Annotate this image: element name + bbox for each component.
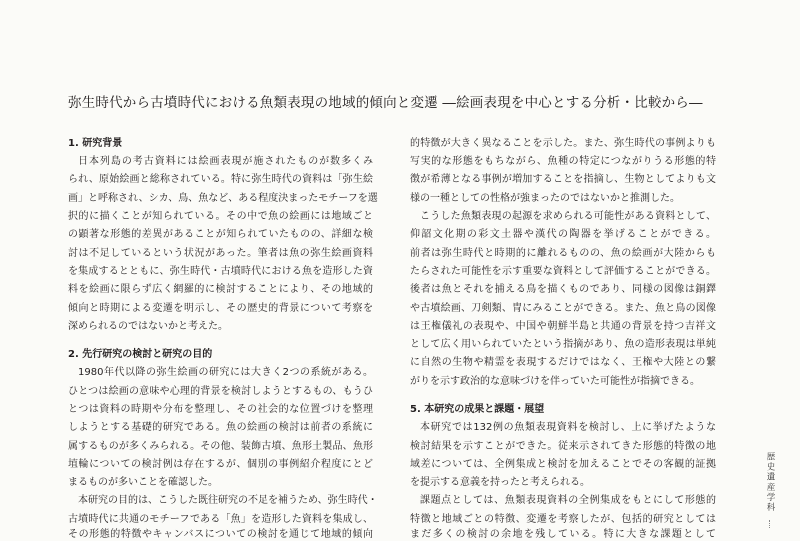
body-line: こうした魚類表現の起源を求められる可能性がある資料として、: [420, 211, 716, 223]
body-line: まだ多くの検討の余地を残している。特に大きな課題として: [410, 529, 716, 541]
body-line: 後者は魚とそれを捕える鳥を描くものであり、同様の図像は銅鐸: [410, 284, 716, 296]
body-line: 前者は弥生時代と時期的に離れるものの、魚の絵画が大陸からも: [410, 247, 716, 259]
body-line: を提示する意義を持ったと考えられる。: [410, 477, 590, 489]
section-results-and-outlook: [410, 401, 716, 541]
body-line: 埴輪についての検討例は存在するが、個別の事例紹介程度にとど: [68, 458, 373, 470]
body-line: 本研究の目的は、こうした既往研究の不足を補うため、弥生時代・: [78, 495, 378, 507]
paragraph: [68, 492, 378, 541]
section-heading: 1. 研究背景: [68, 137, 123, 149]
body-line: 古墳時代に共通のモチーフである「魚」を造形した資料を集成し、: [68, 513, 373, 525]
body-line: 特徴と地域ごとの特徴、変遷を考察したが、包括的研究としては: [410, 513, 716, 525]
body-line: 検討結果を示すことができた。従来示されてきた形態的特徴の地: [410, 440, 716, 452]
body-line: 画」と呼称され、シカ、鳥、魚など、ある程度決まったモチーフを選: [68, 192, 378, 204]
body-line: 域差については、全例集成と検討を加えることでその客観的証拠: [410, 458, 716, 470]
body-line: 課題点としては、魚類表現資料の全例集成をもとにして形態的: [420, 495, 716, 507]
body-line: とつは資料の時期や分布を整理し、その社会的な位置づけを整理: [68, 404, 373, 415]
body-line: ひとつは絵画の意味や心理的背景を検討しようとするもの、もうひ: [68, 385, 373, 397]
body-line: 1980年代以降の弥生絵画の研究には大きく2つの系統がある。: [78, 367, 373, 379]
section-heading: 2. 先行研究の検討と研究の目的: [68, 349, 213, 361]
paragraph: [410, 135, 716, 208]
body-line: がりを示す政治的な意味づけを伴っていた可能性が指摘できる。: [410, 375, 700, 387]
body-line: 属するものが多くみられる。その他、装飾古墳、魚形土製品、魚形: [68, 440, 373, 452]
body-line: 写実的な形態をもちながら、魚種の特定につながりうる形態的特: [410, 156, 716, 168]
paragraph: [410, 419, 716, 492]
body-line: たらされた可能性を示す重要な資料として評価することができる。: [410, 265, 716, 277]
body-line: に自然の生物や精霊を表現するだけではなく、王権や大陸との繋: [410, 357, 716, 369]
paragraph: [68, 153, 378, 336]
body-line: 本研究では132例の魚類表現資料を検討し、上に挙げたような: [420, 422, 716, 434]
margin-ornament: [769, 520, 770, 528]
paragraph: [68, 364, 373, 492]
body-line: 択的に描くことが知られている。その中で魚の絵画には地域ごと: [68, 211, 373, 223]
body-line: 的特徴が大きく異なることを示した。また、弥生時代の事例よりも: [410, 137, 716, 149]
body-line: 仰韶文化期の彩文土器や漢代の陶器を挙げることができる。: [410, 229, 716, 241]
department-label: 歴史遺産学科: [765, 452, 775, 513]
body-line: 深められるのではないかと考えた。: [68, 320, 228, 332]
body-line: 徴が希薄となる事例が増加することを指摘し、生物としてよりも文: [410, 174, 716, 186]
section-prior-research: [68, 346, 378, 541]
body-line: の顕著な形態的差異があることが知られていたものの、詳細な検: [68, 229, 373, 241]
body-line: 様の一種としての性格が強まったのではないかと推測した。: [410, 192, 680, 204]
body-line: まるものが多いことを確認した。: [68, 477, 218, 489]
body-line: は王権儀礼の表現や、中国や朝鮮半島と共通の背景を持つ吉祥文: [410, 320, 716, 332]
body-line: 料を絵画に限らず広く網羅的に検討することにより、その地域的: [68, 284, 373, 296]
body-line: 討は不足しているという状況があった。筆者は魚の弥生絵画資料: [68, 247, 373, 259]
body-line: しようとする基礎的研究である。魚の絵画の検討は前者の系統に: [68, 422, 373, 434]
paragraph: [410, 492, 716, 541]
body-line: 日本列島の考古資料には絵画表現が施されたものが数多くみ: [78, 156, 373, 168]
body-line: を集成するとともに、弥生時代・古墳時代における魚を造形した資: [68, 265, 373, 277]
right-column: [410, 135, 716, 541]
body-line: その形態的特徴やキャンバスについての検討を通じて地域的傾向: [68, 529, 373, 541]
body-line: 傾向と時期による変遷を明示し、その歴史的背景について考察を: [68, 302, 373, 314]
paper-title: 弥生時代から古墳時代における魚類表現の地域的傾向と変遷 ―絵画表現を中心とする分析・比較から―: [68, 95, 703, 111]
section-heading: 5. 本研究の成果と課題・展望: [410, 404, 545, 415]
body-line: や古墳絵画、刀剣類、冑にみることができる。また、魚と鳥の図像: [410, 302, 716, 314]
paragraph: [410, 208, 716, 391]
left-column: [68, 135, 378, 541]
section-research-background: [68, 135, 378, 336]
body-line: として広く用いられていたという指摘があり、魚の造形表現は単純: [410, 339, 716, 351]
body-line: られ、原始絵画と総称されている。特に弥生時代の資料は「弥生絵: [68, 174, 373, 186]
